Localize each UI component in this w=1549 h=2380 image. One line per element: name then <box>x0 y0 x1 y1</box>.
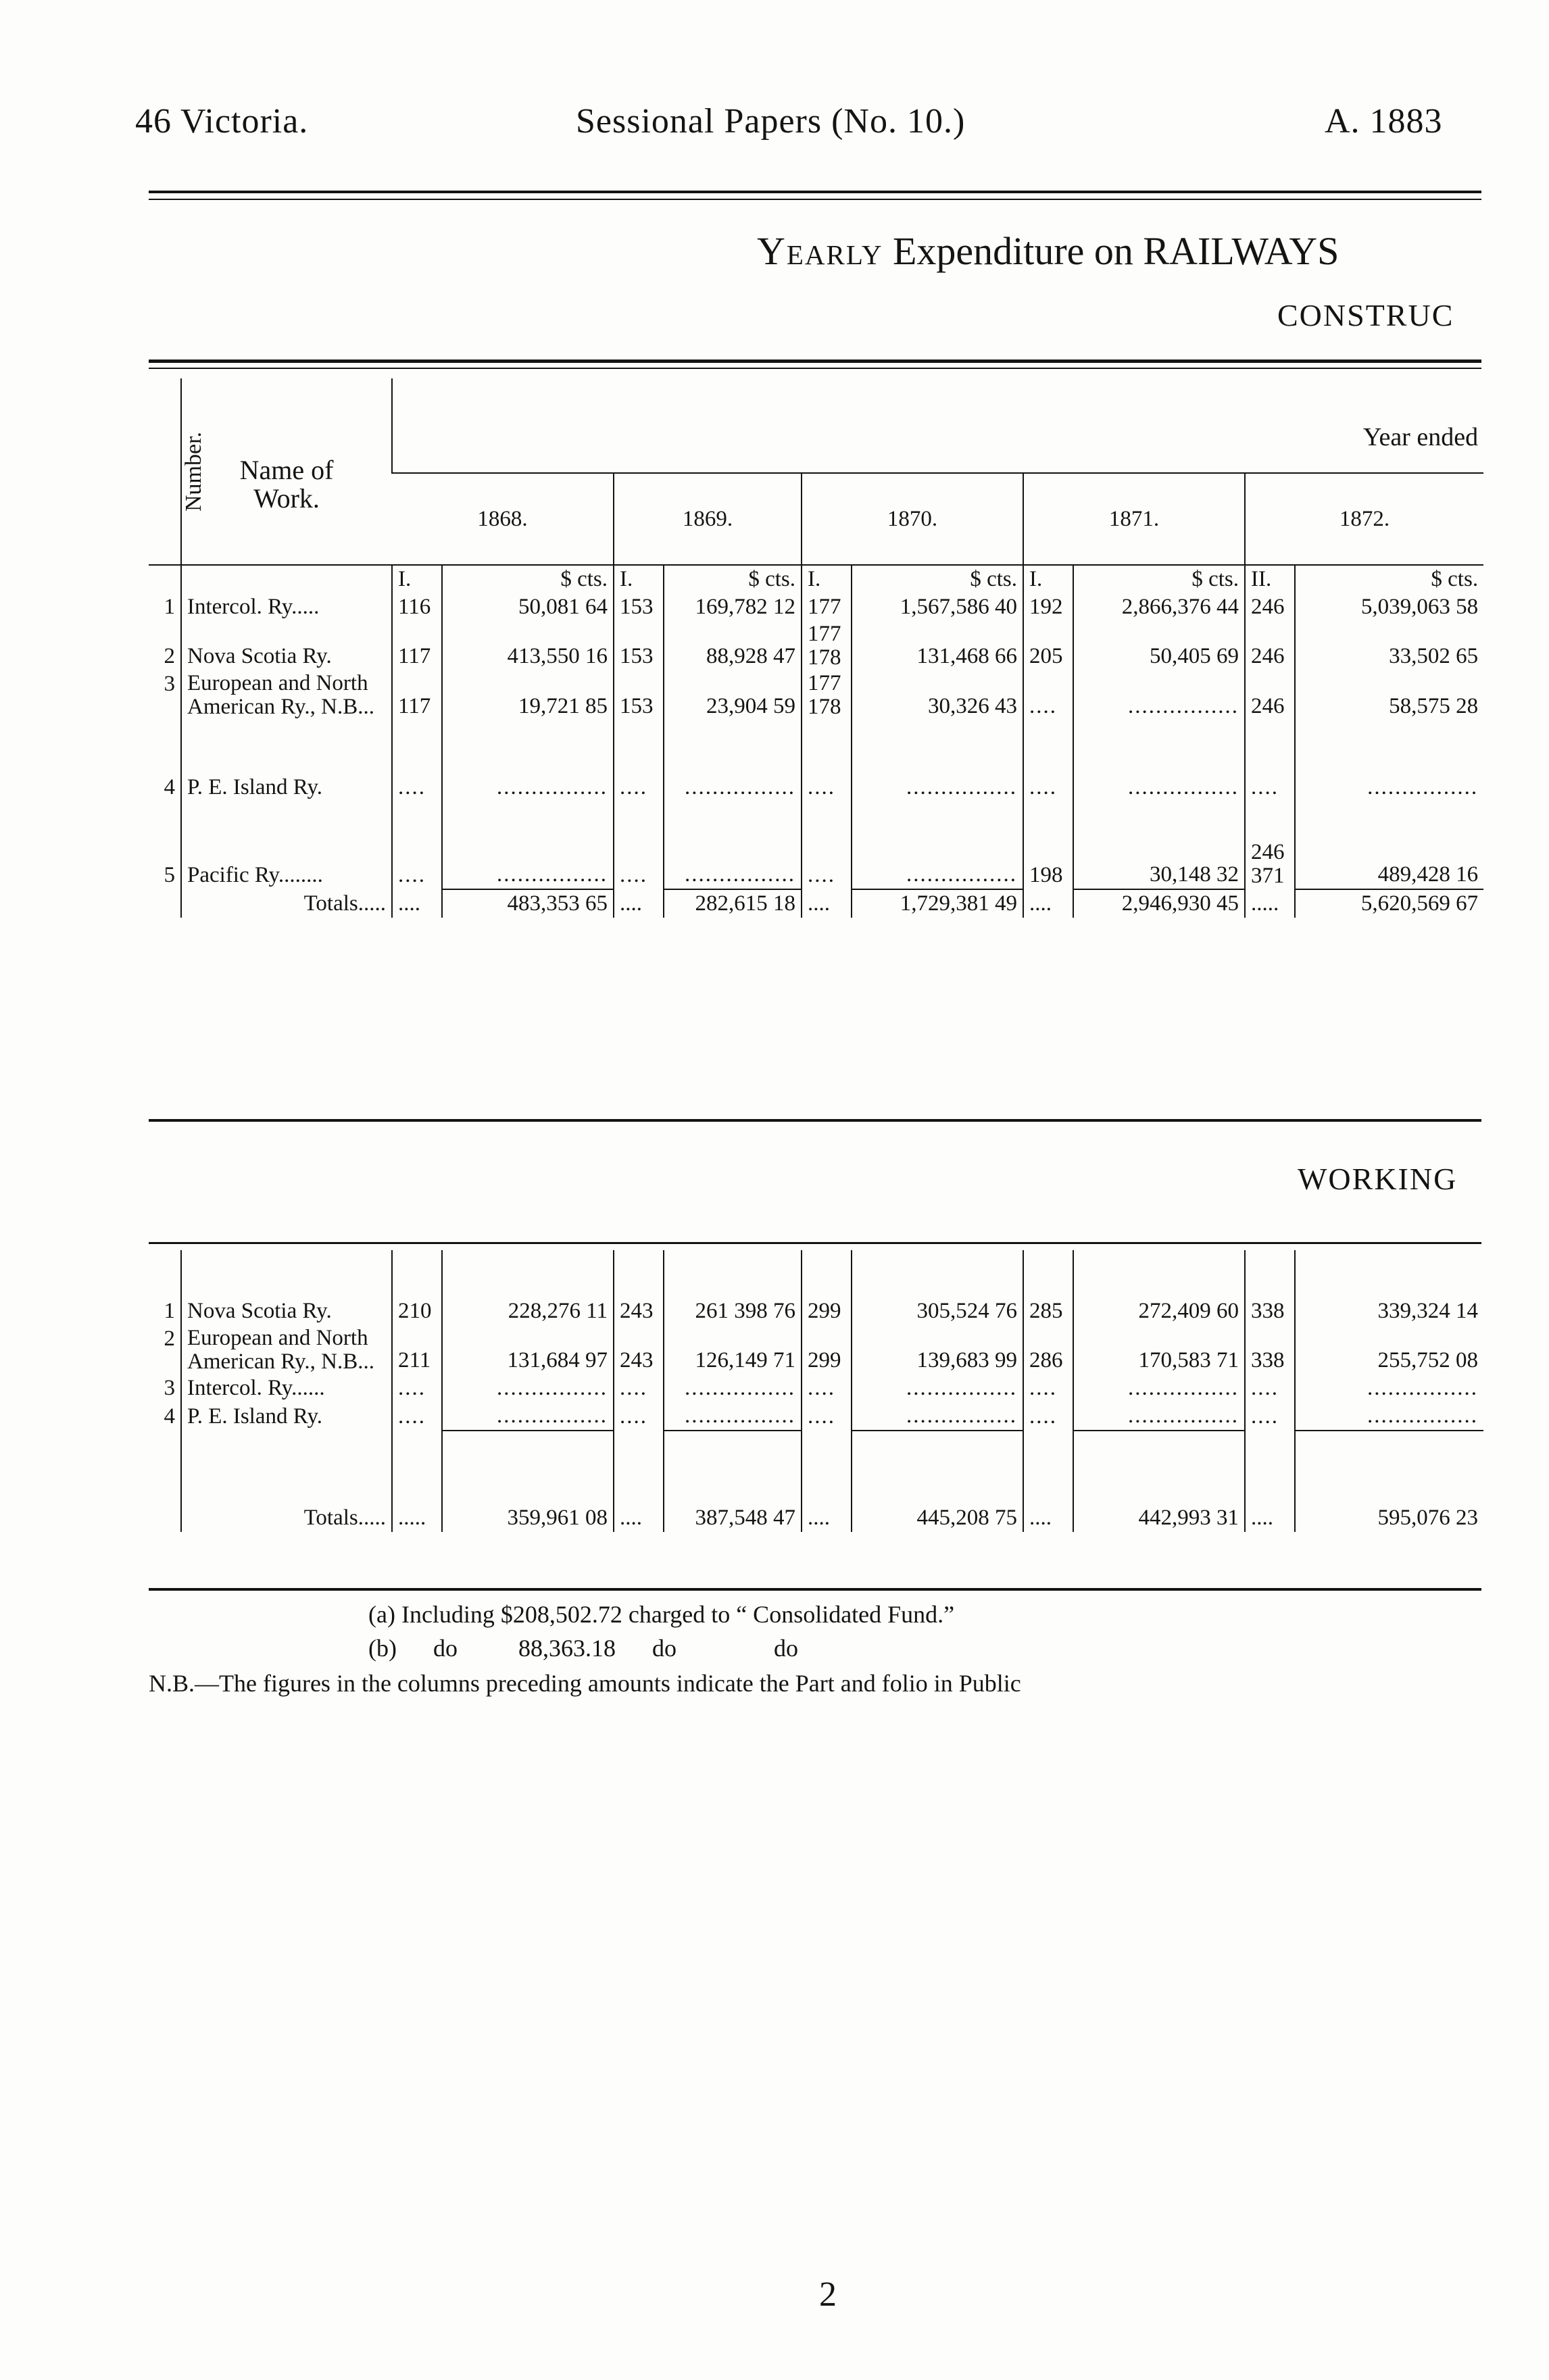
amount-cell: ................ <box>1073 1402 1245 1431</box>
amount-cell: ................ <box>442 801 614 889</box>
folio-cell: 177 178 <box>802 670 852 720</box>
amount-cell: 50,405 69 <box>1073 621 1245 670</box>
amount-cell: 2,866,376 44 <box>1073 593 1245 621</box>
row-number: 1 <box>164 1299 175 1323</box>
footnote-a: (a) Including $208,502.72 charged to “ Consolidated Fund.” <box>368 1601 955 1628</box>
table-row <box>149 1325 1483 1374</box>
unit-cell: I. <box>392 565 442 593</box>
name-label: Name of Work. <box>239 454 334 514</box>
total-amount: 445,208 75 <box>852 1431 1023 1532</box>
amount-cell: ................ <box>1295 1374 1483 1402</box>
folio-cell: 177 <box>802 593 852 621</box>
construction-bottom-rule <box>149 1119 1481 1122</box>
amount-cell: 19,721 85 <box>442 670 614 720</box>
folio-cell: .... <box>1245 1402 1295 1431</box>
total-amount: 442,993 31 <box>1073 1431 1245 1532</box>
folio-cell: 116 <box>392 593 442 621</box>
row-name: Intercol. Ry...... <box>181 1374 392 1402</box>
folio-cell: 338 <box>1245 1297 1295 1325</box>
amount-cell: ................ <box>664 801 802 889</box>
folio-cell: 153 <box>614 593 664 621</box>
folio-cell: .... <box>392 801 442 889</box>
working-bottom-rule <box>149 1588 1481 1591</box>
folio-cell: .... <box>1245 1374 1295 1402</box>
table-row <box>149 720 1483 801</box>
total-amount: 5,620,569 67 <box>1295 889 1483 918</box>
page-number: 2 <box>819 2275 837 2314</box>
unit-cell: I. <box>802 565 852 593</box>
amount-cell: ................ <box>664 1402 802 1431</box>
amount-cell: 131,684 97 <box>442 1325 614 1374</box>
folio-cell: .... <box>802 1431 852 1532</box>
folio-cell: .... <box>1023 1374 1073 1402</box>
folio-cell: .... <box>614 801 664 889</box>
amount-cell: 126,149 71 <box>664 1325 802 1374</box>
row-name: Intercol. Ry..... <box>181 593 392 621</box>
unit-cell: $ cts. <box>1073 565 1245 593</box>
construction-top-rule <box>149 360 1481 363</box>
amount-cell: ................ <box>1295 720 1483 801</box>
folio-cell: 177 178 <box>802 621 852 670</box>
unit-cell: I. <box>614 565 664 593</box>
row-name: European and North American Ry., N.B... <box>181 1325 392 1374</box>
folio-cell: 246 371 <box>1245 801 1295 889</box>
folio-cell: 299 <box>802 1325 852 1374</box>
working-table <box>149 1250 1483 1532</box>
folio-cell: 153 <box>614 621 664 670</box>
folio-cell: 243 <box>614 1297 664 1325</box>
amount-cell: ................ <box>442 1374 614 1402</box>
folio-cell: 243 <box>614 1325 664 1374</box>
totals-row <box>149 1431 1483 1532</box>
row-name: Nova Scotia Ry. <box>181 621 392 670</box>
row-number: 2 <box>164 644 175 669</box>
amount-cell: 255,752 08 <box>1295 1325 1483 1374</box>
construction-table <box>149 378 1483 918</box>
folio-cell: 285 <box>1023 1297 1073 1325</box>
unit-cell: $ cts. <box>1295 565 1483 593</box>
unit-cell: I. <box>1023 565 1073 593</box>
amount-cell: 5,039,063 58 <box>1295 593 1483 621</box>
table-row <box>149 1374 1483 1402</box>
row-name: P. E. Island Ry. <box>181 720 392 801</box>
totals-label: Totals..... <box>181 889 392 918</box>
folio-cell: 338 <box>1245 1325 1295 1374</box>
folio-cell: .... <box>1023 889 1073 918</box>
folio-cell: 205 <box>1023 621 1073 670</box>
units-row <box>149 565 1483 593</box>
amount-cell: 23,904 59 <box>664 670 802 720</box>
row-name: Nova Scotia Ry. <box>181 1297 392 1325</box>
header-volume: 46 Victoria. <box>135 102 309 141</box>
table-row <box>149 801 1483 889</box>
row-number: 3 <box>164 672 175 697</box>
amount-cell: 88,928 47 <box>664 621 802 670</box>
folio-cell: 192 <box>1023 593 1073 621</box>
year-1871-header: 1871. <box>1023 473 1245 565</box>
totals-label: Totals..... <box>181 1431 392 1532</box>
amount-cell: 169,782 12 <box>664 593 802 621</box>
year-1870-header: 1870. <box>802 473 1023 565</box>
folio-cell: .... <box>802 889 852 918</box>
amount-cell: 489,428 16 <box>1295 801 1483 889</box>
year-ended-header <box>392 378 1483 473</box>
folio-cell: .... <box>802 1402 852 1431</box>
amount-cell: ................ <box>852 1402 1023 1431</box>
working-heading: WORKING <box>1298 1162 1458 1196</box>
row-name: European and North American Ry., N.B... <box>181 670 392 720</box>
folio-cell: .... <box>1023 1402 1073 1431</box>
amount-cell: 131,468 66 <box>852 621 1023 670</box>
amount-cell: 339,324 14 <box>1295 1297 1483 1325</box>
folio-cell: .... <box>1023 1431 1073 1532</box>
row-number: 5 <box>164 862 175 887</box>
amount-cell: ................ <box>852 1374 1023 1402</box>
amount-cell: ................ <box>1073 720 1245 801</box>
amount-cell: ................ <box>664 1374 802 1402</box>
total-amount: 2,946,930 45 <box>1073 889 1245 918</box>
unit-cell: $ cts. <box>442 565 614 593</box>
amount-cell: 228,276 11 <box>442 1297 614 1325</box>
folio-cell: 210 <box>392 1297 442 1325</box>
total-amount: 282,615 18 <box>664 889 802 918</box>
header-rule-bottom <box>149 199 1481 200</box>
folio-cell: 246 <box>1245 670 1295 720</box>
folio-cell: 153 <box>614 670 664 720</box>
amount-cell: ................ <box>1073 670 1245 720</box>
folio-cell: .... <box>392 1402 442 1431</box>
folio-cell: .... <box>614 889 664 918</box>
folio-cell: .... <box>1245 1431 1295 1532</box>
folio-cell: 246 <box>1245 621 1295 670</box>
amount-cell: 272,409 60 <box>1073 1297 1245 1325</box>
amount-cell: ................ <box>1073 1374 1245 1402</box>
unit-cell: $ cts. <box>852 565 1023 593</box>
amount-cell: 1,567,586 40 <box>852 593 1023 621</box>
total-amount: 359,961 08 <box>442 1431 614 1532</box>
total-amount: 483,353 65 <box>442 889 614 918</box>
amount-cell: ................ <box>664 720 802 801</box>
folio-cell: .... <box>802 801 852 889</box>
row-name: Pacific Ry........ <box>181 801 392 889</box>
folio-cell: .... <box>1245 720 1295 801</box>
table-row <box>149 1297 1483 1325</box>
table-row <box>149 670 1483 720</box>
amount-cell: 413,550 16 <box>442 621 614 670</box>
header-rule-top <box>149 191 1481 193</box>
row-number: 1 <box>164 595 175 619</box>
amount-cell: ................ <box>442 720 614 801</box>
folio-cell: 299 <box>802 1297 852 1325</box>
header-session: A. 1883 <box>1325 102 1443 141</box>
amount-cell: 58,575 28 <box>1295 670 1483 720</box>
year-1869-header: 1869. <box>614 473 802 565</box>
folio-cell: .... <box>614 1431 664 1532</box>
amount-cell: 170,583 71 <box>1073 1325 1245 1374</box>
total-amount: 387,548 47 <box>664 1431 802 1532</box>
folio-cell: .... <box>392 1374 442 1402</box>
amount-cell: ................ <box>852 801 1023 889</box>
row-number: 4 <box>164 1404 175 1429</box>
amount-cell: 305,524 76 <box>852 1297 1023 1325</box>
amount-cell: 50,081 64 <box>442 593 614 621</box>
folio-cell: .... <box>802 1374 852 1402</box>
unit-cell: $ cts. <box>664 565 802 593</box>
page-title <box>757 228 1339 274</box>
folio-cell: ..... <box>1245 889 1295 918</box>
table-row <box>149 593 1483 621</box>
amount-cell: 30,326 43 <box>852 670 1023 720</box>
amount-cell: 261 398 76 <box>664 1297 802 1325</box>
amount-cell: ................ <box>442 1402 614 1431</box>
folio-cell: .... <box>802 720 852 801</box>
folio-cell: 198 <box>1023 801 1073 889</box>
folio-cell: 117 <box>392 670 442 720</box>
number-column-header <box>149 378 207 565</box>
total-amount: 1,729,381 49 <box>852 889 1023 918</box>
folio-cell: .... <box>614 720 664 801</box>
row-number: 4 <box>164 774 175 799</box>
year-1872-header: 1872. <box>1245 473 1483 565</box>
amount-cell: ................ <box>1295 1402 1483 1431</box>
folio-cell: .... <box>614 1374 664 1402</box>
construction-heading: CONSTRUC <box>1277 298 1454 332</box>
folio-cell: .... <box>614 1402 664 1431</box>
row-number: 3 <box>164 1376 175 1401</box>
folio-cell: ..... <box>392 1431 442 1532</box>
header-series: Sessional Papers (No. 10.) <box>576 102 966 141</box>
number-label: Number. <box>181 431 207 512</box>
amount-cell: 139,683 99 <box>852 1325 1023 1374</box>
folio-cell: 211 <box>392 1325 442 1374</box>
row-name: P. E. Island Ry. <box>181 1402 392 1431</box>
folio-cell: 246 <box>1245 593 1295 621</box>
amount-cell: 30,148 32 <box>1073 801 1245 889</box>
footnote-nb: N.B.—The figures in the columns preceding amounts indicate the Part and folio in Public <box>149 1670 1021 1697</box>
footnote-b: (b) do 88,363.18 do do <box>368 1635 798 1662</box>
unit-cell: II. <box>1245 565 1295 593</box>
folio-cell: .... <box>392 889 442 918</box>
amount-cell: 33,502 65 <box>1295 621 1483 670</box>
folio-cell: 117 <box>392 621 442 670</box>
name-column-header <box>181 378 392 565</box>
folio-cell: 286 <box>1023 1325 1073 1374</box>
amount-cell: ................ <box>852 720 1023 801</box>
title-rest: Expenditure on RAILWAYS <box>892 229 1339 273</box>
totals-row <box>149 889 1483 918</box>
folio-cell: .... <box>392 720 442 801</box>
table-row <box>149 1402 1483 1431</box>
year-ended-label: Year ended <box>1362 423 1479 451</box>
year-1868-header: 1868. <box>392 473 614 565</box>
table-row <box>149 621 1483 670</box>
construction-top-rule-thin <box>149 368 1481 369</box>
working-top-rule <box>149 1242 1481 1244</box>
total-amount: 595,076 23 <box>1295 1431 1483 1532</box>
row-number: 2 <box>164 1327 175 1351</box>
title-prefix: Yearly <box>757 229 883 273</box>
folio-cell: .... <box>1023 670 1073 720</box>
folio-cell: .... <box>1023 720 1073 801</box>
